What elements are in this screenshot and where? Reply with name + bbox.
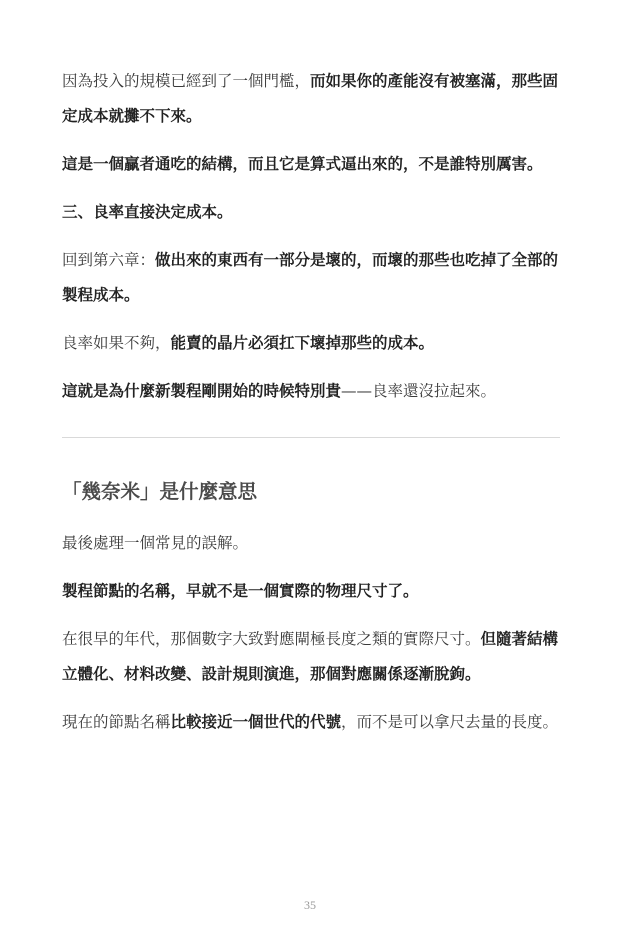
text-run: 良率如果不夠， (62, 334, 171, 352)
text-run: 回到第六章： (62, 251, 156, 269)
section-divider (62, 437, 560, 438)
bold-text: 而如果你的產能沒有被塞滿，那些固定成本就攤不下來。 (62, 72, 559, 125)
page-content (62, 64, 560, 740)
paragraph (62, 374, 560, 409)
bold-text: 能賣的晶片必須扛下壞掉那些的成本。 (170, 334, 435, 352)
bold-text: 但隨著結構立體化、材料改變、設計規則演進，那個對應關係逐漸脫鉤。 (62, 630, 559, 683)
text-run: 最後處理一個常見的誤解。 (62, 534, 249, 552)
paragraph (62, 243, 560, 313)
text-run: ，而不是可以拿尺去量的長度。 (341, 713, 559, 731)
paragraph (62, 622, 560, 692)
bold-text: 比較接近一個世代的代號 (170, 713, 342, 731)
text-run: 現在的節點名稱 (62, 713, 171, 731)
paragraph (62, 147, 560, 182)
section-heading: 「幾奈米」是什麼意思 (62, 480, 258, 503)
paragraph (62, 574, 560, 609)
text-run: 因為投入的規模已經到了一個門檻， (62, 72, 311, 90)
bold-text: 這就是為什麼新製程剛開始的時候特別貴 (62, 382, 342, 400)
text-run: 在很早的年代，那個數字大致對應閘極長度之類的實際尺寸。 (62, 630, 481, 648)
page-number: 35 (304, 898, 316, 912)
text-run: ——良率還沒拉起來。 (341, 382, 497, 400)
bold-text: 製程節點的名稱，早就不是一個實際的物理尺寸了。 (62, 582, 419, 600)
bold-text: 做出來的東西有一部分是壞的，而壞的那些也吃掉了全部的製程成本。 (62, 251, 559, 304)
numbered-point (62, 195, 560, 230)
bold-text: 這是一個贏者通吃的結構，而且它是算式逼出來的，不是誰特別厲害。 (62, 155, 543, 173)
paragraph (62, 326, 560, 361)
paragraph (62, 526, 560, 561)
paragraph (62, 705, 560, 740)
paragraph (62, 64, 560, 134)
bold-text: 三、良率直接決定成本。 (62, 203, 233, 221)
